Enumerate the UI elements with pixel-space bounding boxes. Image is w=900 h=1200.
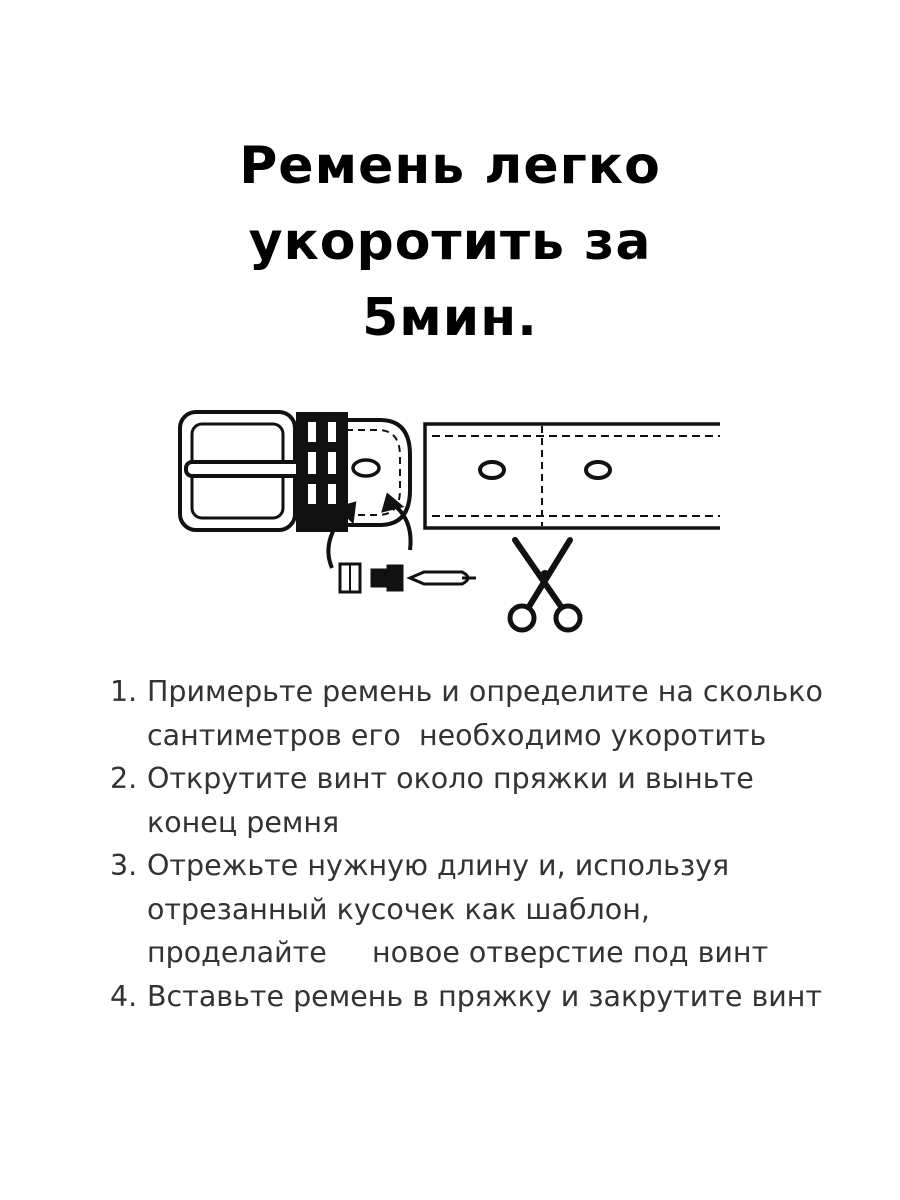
step-number: 2. [110,762,138,795]
belt-strap-icon [425,424,720,528]
title-line-1: Ремень легко [239,136,661,196]
title-line-3: 5мин. [362,288,538,348]
page-title [0,128,900,356]
step-text: Примерьте ремень и определите на сколько сантиметров его необходимо укоротить [147,675,832,752]
list-item [110,844,830,975]
screw-icon [340,564,402,592]
step-text: Вставьте ремень в пряжку и закрутите винт [147,979,823,1013]
list-item [110,757,830,844]
list-item [110,670,830,757]
step-number: 1. [110,675,138,708]
title-line-2: укоротить за [248,212,652,272]
step-number: 3. [110,849,138,882]
step-text: Отрежьте нужную длину и, используя отрезанный кусочек как шаблон, проделайте новое отверстие под винт [147,849,769,969]
list-item [110,975,830,1019]
belt-shortening-illustration [170,400,730,650]
screwdriver-icon [410,572,476,584]
belt-buckle-icon [180,412,306,530]
step-number: 4. [110,979,138,1013]
scissors-icon [510,540,580,630]
step-text: Открутите винт около пряжки и выньте конец ремня [147,762,763,839]
instruction-list [110,670,830,1018]
